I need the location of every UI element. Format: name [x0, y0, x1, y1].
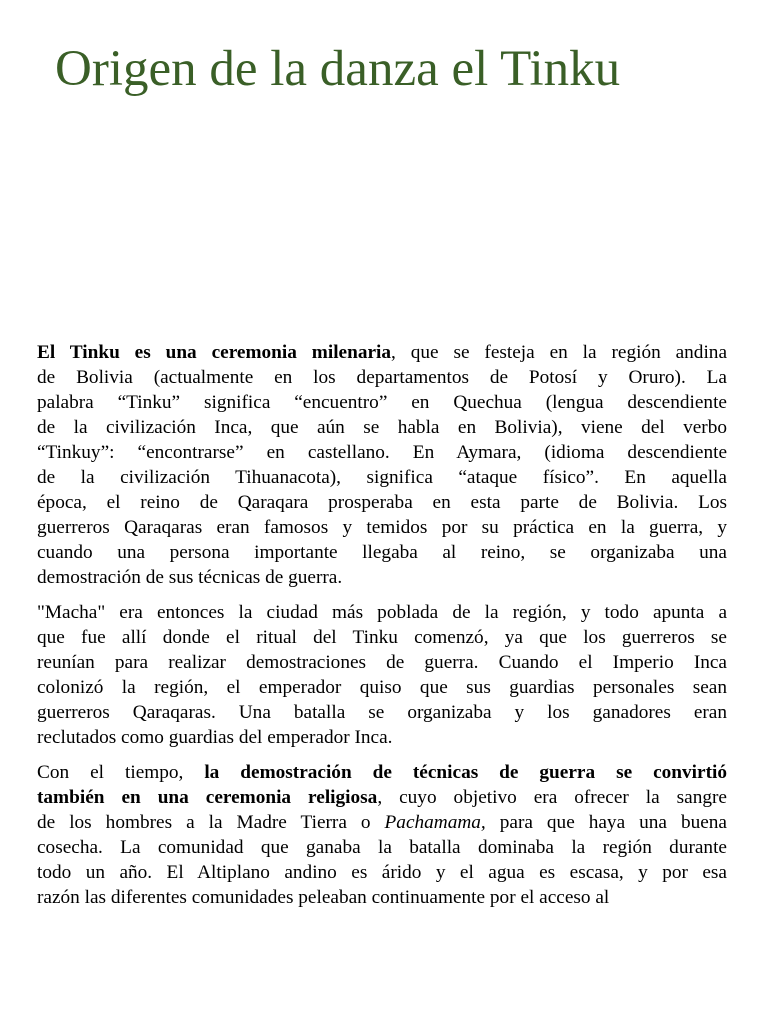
paragraph-line [37, 490, 727, 515]
paragraph-line [37, 415, 727, 440]
text-segment: de los hombres a la Madre Tierra o [37, 812, 385, 833]
paragraph-line [37, 835, 727, 860]
paragraph-line [37, 810, 727, 835]
text-segment: de la civilización Inca, que aún se habla en Bolivia), viene del verbo [37, 417, 727, 438]
text-segment: , que se festeja en la región andina [391, 342, 728, 363]
text-segment: época, el reino de Qaraqara prosperaba en esta parte de Bolivia. Los [37, 492, 727, 513]
paragraph-line [37, 650, 727, 675]
text-segment: que fue allí donde el ritual del Tinku comenzó, ya que los guerreros se [37, 627, 727, 648]
paragraph-line [37, 675, 727, 700]
paragraph [37, 760, 737, 910]
paragraph-line [37, 860, 727, 885]
text-segment: palabra “Tinku” significa “encuentro” en Quechua (lengua descendiente [37, 392, 727, 413]
text-segment: demostración de sus técnicas de guerra. [37, 567, 343, 588]
paragraph-line [37, 515, 727, 540]
paragraph-line [37, 340, 727, 365]
bold-text: El Tinku es una ceremonia milenaria [37, 342, 392, 363]
paragraph-line [37, 885, 737, 910]
italic-text: Pachamama, [384, 812, 486, 833]
text-segment: para que haya una buena [485, 812, 727, 833]
bold-text: también en una ceremonia religiosa [37, 787, 378, 808]
text-segment: colonizó la región, el emperador quiso que sus guardias personales sean [37, 677, 727, 698]
text-segment: reclutados como guardias del emperador Inca. [37, 727, 393, 748]
text-segment: "Macha" era entonces la ciudad más poblada de la región, y todo apunta a [37, 602, 727, 623]
paragraph-line [37, 700, 727, 725]
text-segment: reunían para realizar demostraciones de guerra. Cuando el Imperio Inca [37, 652, 727, 673]
paragraph-line [37, 565, 737, 590]
paragraph-line [37, 725, 737, 750]
text-segment: guerreros Qaraqaras eran famosos y temidos por su práctica en la guerra, y [37, 517, 727, 538]
text-segment: Con el tiempo, [37, 762, 205, 783]
paragraph-line [37, 365, 727, 390]
paragraph-line [37, 625, 727, 650]
text-segment: guerreros Qaraqaras. Una batalla se organizaba y los ganadores eran [37, 702, 727, 723]
paragraph-line [37, 440, 727, 465]
paragraph-line [37, 465, 727, 490]
text-segment: razón las diferentes comunidades peleaban continuamente por el acceso al [37, 887, 610, 908]
text-segment: , cuyo objetivo era ofrecer la sangre [377, 787, 727, 808]
text-segment: todo un año. El Altiplano andino es árido y el agua es escasa, y por esa [37, 862, 727, 883]
paragraph-line [37, 600, 727, 625]
text-segment: de Bolivia (actualmente en los departamentos de Potosí y Oruro). La [37, 367, 727, 388]
paragraph-line [37, 785, 727, 810]
text-segment: cuando una persona importante llegaba al reino, se organizaba una [37, 542, 727, 563]
document-body [37, 340, 737, 920]
text-segment: cosecha. La comunidad que ganaba la batalla dominaba la región durante [37, 837, 727, 858]
paragraph [37, 340, 737, 590]
bold-text: la demostración de técnicas de guerra se convirtió [204, 762, 727, 783]
text-segment: “Tinkuy”: “encontrarse” en castellano. En Aymara, (idioma descendiente [37, 442, 727, 463]
paragraph-line [37, 390, 727, 415]
page-title: Origen de la danza el Tinku [55, 41, 621, 97]
paragraph-line [37, 760, 727, 785]
text-segment: de la civilización Tihuanacota), significa “ataque físico”. En aquella [37, 467, 727, 488]
paragraph [37, 600, 737, 750]
paragraph-line [37, 540, 727, 565]
